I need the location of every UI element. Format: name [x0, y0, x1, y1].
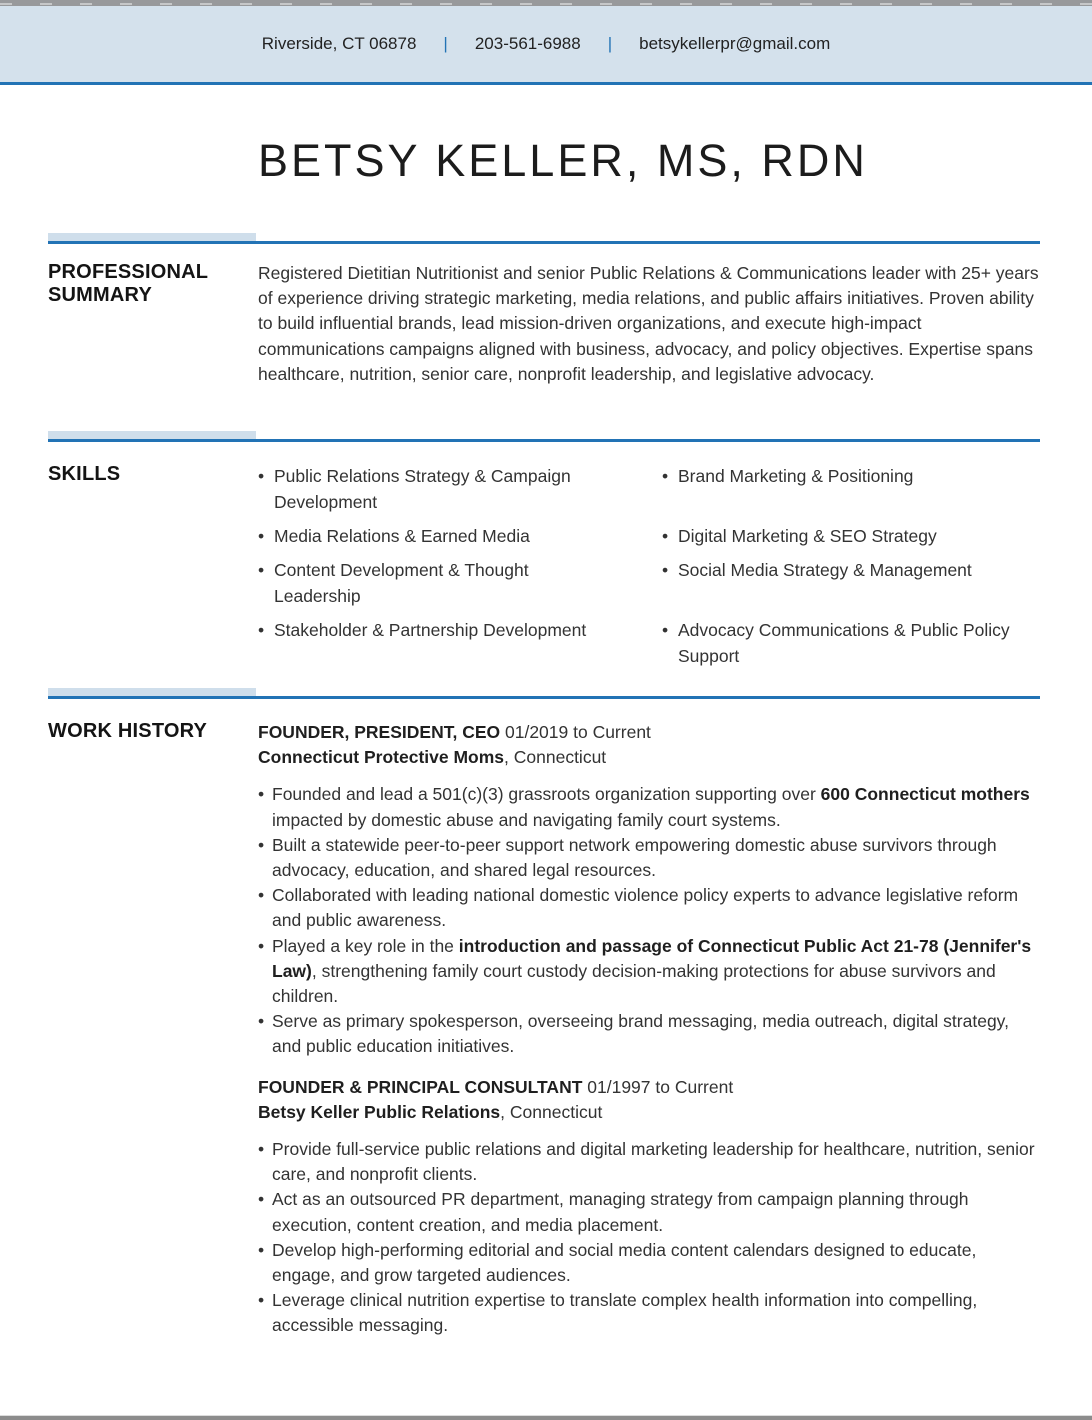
divider-rule	[48, 439, 1040, 442]
skills-grid	[258, 463, 1040, 669]
bullet-item	[258, 883, 1040, 933]
bullet-text: Develop high-performing editorial and social media content calendars designed to educate, engage, and grow targeted audiences.	[272, 1239, 977, 1286]
section-skills	[48, 463, 1040, 669]
page-title: BETSY KELLER, MS, RDN	[258, 135, 868, 186]
bullet-dot: •	[258, 620, 265, 641]
summary-paragraph: Registered Dietitian Nutritionist and senior Public Relations & Communications leader with 25+ years of experience driving strategic marketing, media relations, and public affairs initiatives. Proven ability to build influential brands, lead mission-driven organizations, and execute high-impact communications campaigns aligned with business, advocacy, and policy objectives. Expertise spans healthcare, nutrition, senior care, nonprofit leadership, and legislative advocacy.	[258, 263, 1039, 384]
bullet-bold-text: introduction and passage of Connecticut Public Act 21-78 (Jennifer's Law)	[272, 935, 1032, 981]
bullet-dot: •	[662, 560, 669, 581]
bullet-dot: •	[258, 784, 265, 805]
separator-pipe-2: |	[607, 34, 613, 53]
section-label-summary: PROFESSIONAL SUMMARY	[48, 261, 208, 306]
bullet-text: Played a key role in the	[272, 935, 459, 956]
bullet-dot: •	[258, 560, 265, 581]
bullet-text: Built a statewide peer-to-peer support network empowering domestic abuse survivors through advocacy, education, and shared legal resources.	[272, 834, 997, 881]
bullet-text: impacted by domestic abuse and navigating family court systems.	[272, 809, 781, 830]
bullet-item	[258, 1187, 1040, 1237]
bullet-dot: •	[258, 935, 265, 956]
section-content-summary	[258, 261, 1040, 387]
job-bullets	[258, 1137, 1040, 1339]
job-title: FOUNDER, PRESIDENT, CEO	[258, 722, 501, 743]
bullet-dot: •	[662, 526, 669, 547]
company-location: , Connecticut	[500, 1101, 603, 1122]
bullet-text: Provide full-service public relations and digital marketing leadership for healthcare, nutrition, senior care, and nonprofit clients.	[272, 1139, 1035, 1185]
skill-label: Digital Marketing & SEO Strategy	[678, 526, 937, 547]
divider-accent-tab	[48, 431, 256, 439]
bullet-text: , strengthening family court custody decision-making protections for abuse survivors and children.	[272, 960, 996, 1007]
section-work-history	[48, 720, 1040, 1339]
bullet-text: Founded and lead a 501(c)(3) grassroots organization supporting over	[272, 784, 821, 805]
job-bullets	[258, 782, 1040, 1059]
job-entry	[258, 1075, 1040, 1339]
bullet-item	[258, 1009, 1040, 1059]
skill-item	[662, 523, 1040, 549]
bullet-item	[258, 934, 1040, 1010]
skill-item	[258, 617, 662, 669]
section-label-skills: SKILLS	[48, 463, 121, 486]
job-dates: 01/2019 to Current	[500, 722, 651, 743]
section-professional-summary	[48, 261, 1040, 387]
section-content-skills	[258, 463, 1040, 669]
bullet-dot: •	[662, 466, 669, 487]
section-divider-summary	[48, 233, 1040, 244]
skill-label: Media Relations & Earned Media	[274, 526, 530, 547]
skill-item	[662, 557, 1040, 609]
bullet-dot: •	[258, 466, 265, 487]
bullet-dot: •	[258, 1189, 265, 1210]
job-title: FOUNDER & PRINCIPAL CONSULTANT	[258, 1076, 583, 1097]
divider-accent-tab	[48, 688, 256, 696]
section-divider-skills	[48, 431, 1040, 442]
contact-email: betsykellerpr@gmail.com	[639, 34, 831, 53]
job-company-line	[258, 1100, 1040, 1125]
skill-label: Brand Marketing & Positioning	[678, 466, 914, 487]
contact-phone: 203-561-6988	[474, 34, 581, 53]
bullet-item	[258, 1238, 1040, 1288]
divider-rule	[48, 696, 1040, 699]
bullet-item	[258, 833, 1040, 883]
skill-label: Public Relations Strategy & Campaign Development	[274, 466, 571, 513]
skill-item	[258, 557, 662, 609]
bullet-item	[258, 1137, 1040, 1187]
bullet-dot: •	[662, 620, 669, 641]
skill-label: Stakeholder & Partnership Development	[274, 620, 587, 641]
bullet-text: Leverage clinical nutrition expertise to translate complex health information into compelling, accessible messaging.	[272, 1290, 978, 1336]
bullet-item	[258, 782, 1040, 832]
skill-label: Advocacy Communications & Public Policy Support	[678, 620, 1010, 667]
job-title-line	[258, 1075, 1040, 1100]
skill-item	[662, 463, 1040, 515]
bullet-dot: •	[258, 834, 265, 855]
contact-header	[0, 6, 1092, 85]
divider-rule	[48, 241, 1040, 244]
bullet-dot: •	[258, 1290, 265, 1311]
bullet-dot: •	[258, 1011, 265, 1032]
sections-container	[0, 233, 1092, 1339]
contact-location: Riverside, CT 06878	[261, 34, 417, 53]
bullet-dot: •	[258, 526, 265, 547]
section-label-work: WORK HISTORY	[48, 720, 208, 743]
skill-item	[662, 617, 1040, 669]
bottom-border-strip	[0, 1415, 1092, 1420]
bullet-bold-text: 600 Connecticut mothers	[820, 784, 1030, 805]
job-title-line	[258, 720, 1040, 745]
company-name: Connecticut Protective Moms	[258, 747, 505, 768]
bullet-text: Collaborated with leading national domestic violence policy experts to advance legislative reform and public awareness.	[272, 885, 1019, 931]
bullet-dot: •	[258, 1139, 265, 1160]
skill-label: Content Development & Thought Leadership	[274, 560, 529, 607]
company-name: Betsy Keller Public Relations	[258, 1101, 501, 1122]
skill-item	[258, 463, 662, 515]
job-entry	[258, 720, 1040, 1060]
bullet-text: Act as an outsourced PR department, managing strategy from campaign planning through execution, content creation, and media placement.	[272, 1189, 969, 1235]
section-divider-work	[48, 688, 1040, 699]
bullet-dot: •	[258, 885, 265, 906]
jobs-list	[258, 720, 1040, 1339]
separator-pipe-1: |	[443, 34, 448, 53]
skill-item	[258, 523, 662, 549]
divider-accent-tab	[48, 233, 256, 241]
bullet-dot: •	[258, 1239, 265, 1260]
job-dates: 01/1997 to Current	[582, 1076, 734, 1097]
bullet-text: Serve as primary spokesperson, overseeing brand messaging, media outreach, digital strategy, and public education initiatives.	[272, 1011, 1009, 1057]
bullet-item	[258, 1288, 1040, 1338]
skill-label: Social Media Strategy & Management	[678, 560, 972, 581]
job-company-line	[258, 745, 1040, 770]
company-location: , Connecticut	[504, 747, 607, 768]
